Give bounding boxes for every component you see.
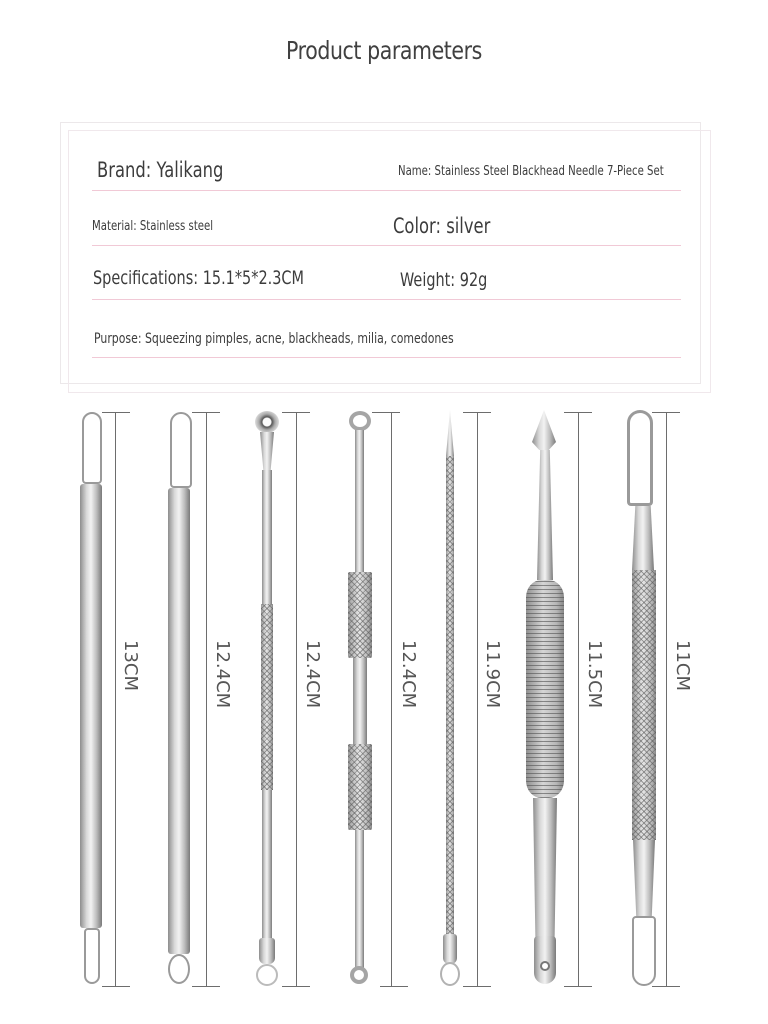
length-label: 11.9CM	[482, 640, 503, 709]
spear-tip-icon	[532, 410, 556, 450]
dimension-line	[477, 412, 478, 986]
dimension-tick-bottom	[282, 986, 310, 987]
length-label: 12.4CM	[302, 640, 323, 709]
dimension-tick-bottom	[102, 986, 130, 987]
collar	[443, 934, 457, 964]
loop-tip-icon	[632, 916, 656, 986]
length-label: 11.5CM	[584, 640, 605, 709]
loop-tip-icon	[84, 928, 100, 984]
page-title: Product parameters	[286, 36, 482, 65]
loop-tip-icon	[82, 412, 102, 484]
color-text: Color: silver	[393, 214, 491, 238]
shaft	[262, 470, 272, 604]
flat-handle	[80, 484, 102, 928]
dimension-tick-bottom	[463, 986, 491, 987]
divider-4	[92, 357, 681, 358]
knurled-grip	[348, 744, 372, 830]
divider-1	[92, 190, 681, 191]
loop-tip-icon	[168, 954, 190, 984]
brand-text: Brand: Yalikang	[97, 158, 224, 182]
neck	[537, 450, 553, 580]
dimension-tick-top	[102, 412, 130, 413]
material-text: Material: Stainless steel	[92, 219, 214, 234]
dimension-tick-top	[372, 412, 400, 413]
divider-3	[92, 299, 681, 300]
spoon-tip-icon	[255, 411, 279, 433]
collar	[632, 506, 654, 570]
ring-tip-icon	[349, 411, 371, 431]
braided-grip	[632, 570, 656, 840]
dimension-tick-bottom	[380, 986, 408, 987]
length-label: 12.4CM	[398, 640, 419, 709]
purpose-text: Purpose: Squeezing pimples, acne, blackheads, milia, comedones	[94, 331, 454, 347]
divider-2	[92, 245, 681, 246]
length-label: 11CM	[672, 640, 693, 692]
loop-tip-icon	[170, 412, 192, 488]
collar	[259, 938, 275, 964]
spoon-neck	[260, 432, 274, 472]
dimension-line	[115, 412, 116, 986]
dimension-tick-bottom	[652, 986, 680, 987]
ring-tip-icon	[350, 966, 368, 984]
needle-shaft	[446, 456, 454, 934]
shaft	[355, 430, 364, 572]
weight-text: Weight: 92g	[400, 269, 488, 291]
collar	[633, 840, 655, 918]
shaft	[355, 830, 364, 968]
dimension-tick-bottom	[192, 986, 220, 987]
ring-tip-icon	[256, 964, 278, 986]
ribbed-grip	[526, 580, 564, 798]
shaft	[262, 790, 272, 938]
dimension-tick-bottom	[564, 986, 592, 987]
needle-tip-icon	[446, 410, 454, 456]
neck	[533, 798, 557, 938]
eyelet-hole-icon	[542, 963, 548, 969]
ring-tip-icon	[440, 962, 460, 986]
length-label: 13CM	[120, 640, 141, 692]
specifications-text: Specifications: 15.1*5*2.3CM	[93, 267, 304, 289]
loop-tip-icon	[627, 410, 653, 506]
dimension-line	[666, 412, 667, 986]
knurled-grip	[261, 604, 273, 790]
name-text: Name: Stainless Steel Blackhead Needle 7-Piece Set	[398, 164, 664, 179]
dimension-line	[578, 412, 579, 986]
eyelet-end	[534, 936, 556, 984]
length-label: 12.4CM	[212, 640, 233, 709]
shaft	[353, 658, 367, 744]
dimension-line	[206, 412, 207, 986]
flat-handle	[168, 488, 190, 954]
dimension-line	[296, 412, 297, 986]
knurled-grip	[348, 572, 372, 658]
dimension-line	[391, 412, 392, 986]
